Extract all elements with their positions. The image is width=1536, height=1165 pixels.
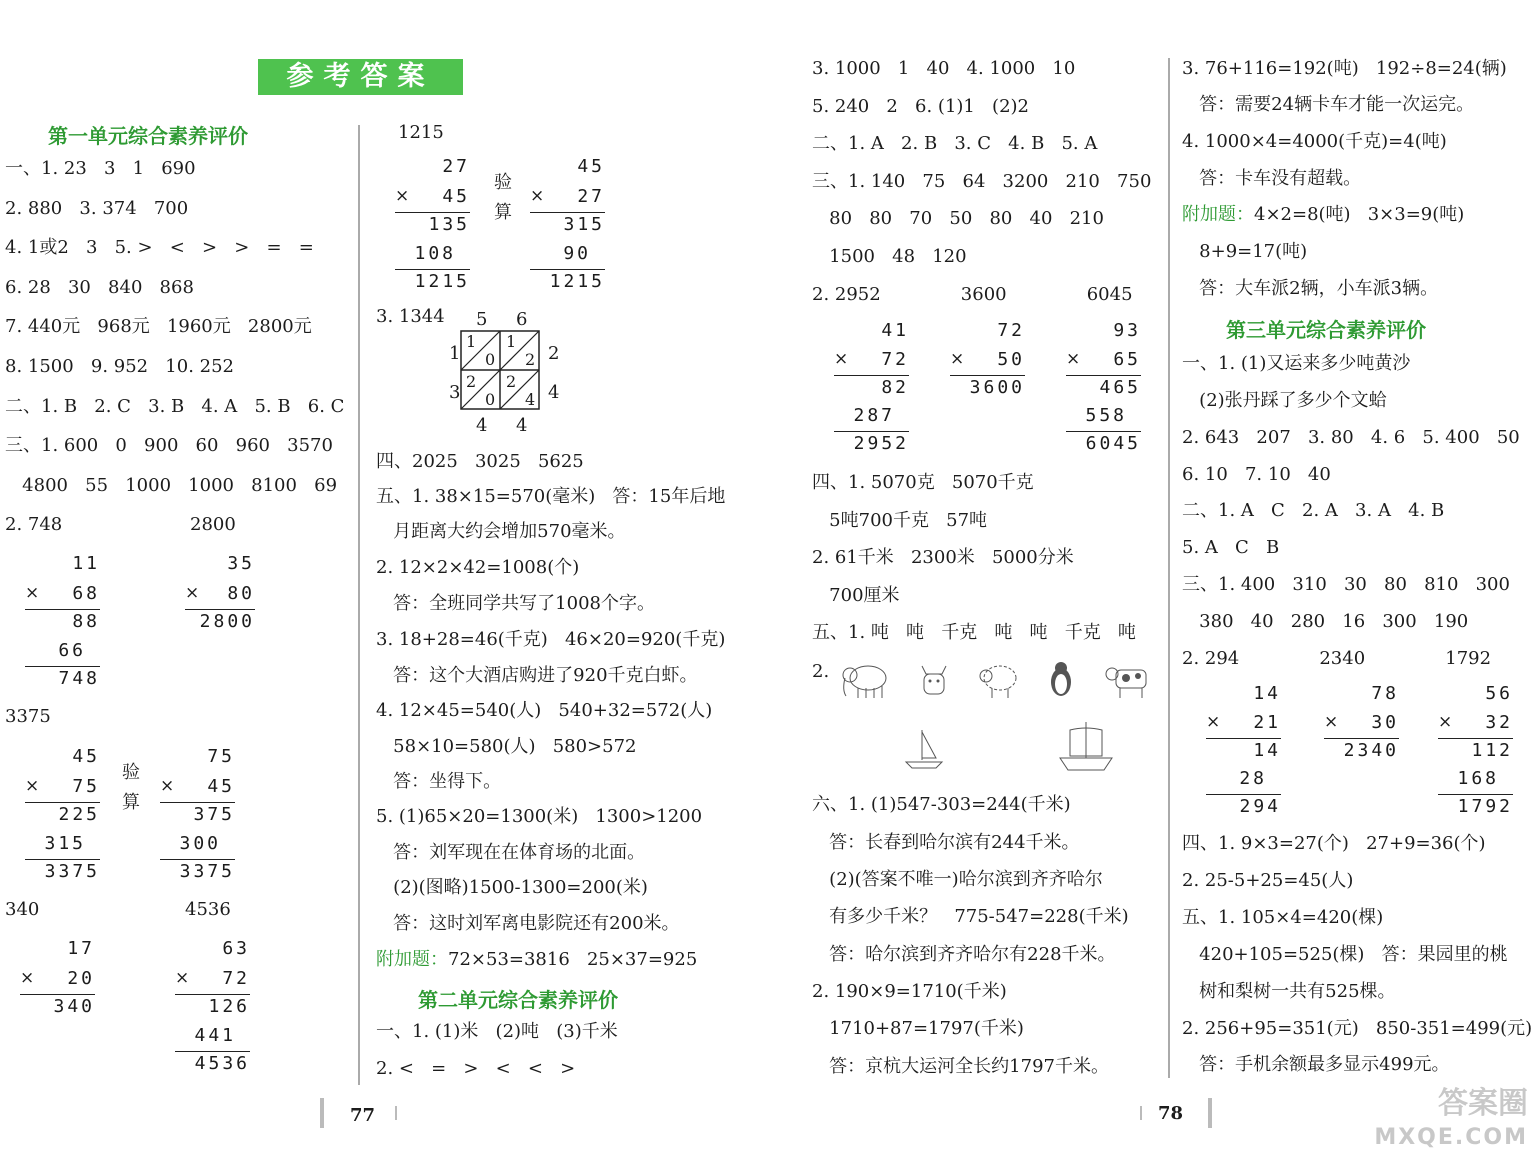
answer-line: 380 40 280 16 300 190 — [1182, 611, 1469, 632]
calc-3375: 45 × 75 225 315 3375 — [25, 746, 100, 882]
answer-line: 一、1. (1)米 (2)吨 (3)千米 — [376, 1021, 618, 1042]
calc-2952: 41 × 72 82 287 2952 — [834, 320, 909, 454]
answer-line: 7. 440元 968元 1960元 2800元 — [5, 316, 312, 337]
answer-line: 答：手机余额最多显示499元。 — [1182, 1054, 1450, 1075]
answer-line: 3375 — [5, 706, 51, 727]
calc-294: 14 × 21 14 28 294 — [1206, 683, 1281, 817]
unit1-heading: 第一单元综合素养评价 — [48, 124, 248, 148]
answer-line: 一、1. (1)又运来多少吨黄沙 — [1182, 353, 1411, 374]
page-bar — [1140, 1106, 1142, 1120]
main-title: 参考答案 — [258, 59, 463, 95]
right-page — [768, 0, 1536, 1165]
answer-value: 1215 — [398, 122, 444, 143]
calc-2800: 35 × 80 2800 — [185, 553, 255, 632]
sheep-icon — [976, 660, 1022, 700]
answer-line: 3. 1344 — [376, 306, 445, 327]
elephant-icon — [840, 660, 890, 700]
page-bar — [1208, 1098, 1212, 1128]
answer-line: 2. 12×2×42=1008(个) — [376, 557, 580, 578]
answer-line: 2. 25-5+25=45(人) — [1182, 870, 1354, 891]
answer-line: 3. 18+28=46(千克) 46×20=920(千克) — [376, 629, 726, 650]
unit2-heading: 第二单元综合素养评价 — [418, 988, 618, 1012]
answer-line: 8+9=17(吨) — [1182, 241, 1308, 262]
answer-line: 答：坐得下。 — [376, 771, 502, 792]
penguin-icon — [1044, 660, 1078, 700]
answer-line: 700厘米 — [812, 585, 900, 606]
answer-line: 3. 1000 1 40 4. 1000 10 — [812, 58, 1076, 79]
column-divider — [358, 125, 360, 1085]
answer-line: 答：长春到哈尔滨有244千米。 — [812, 832, 1080, 853]
answer-line: 5. (1)65×20=1300(米) 1300>1200 — [376, 806, 703, 827]
answer-line: 4800 55 1000 1000 8100 69 — [5, 475, 338, 496]
column-divider — [1168, 58, 1170, 1078]
sailboat-icon — [902, 726, 946, 772]
answer-line: 3. 76+116=192(吨) 192÷8=24(辆) — [1182, 58, 1507, 79]
answer-line: 答：哈尔滨到齐齐哈尔有228千米。 — [812, 944, 1116, 965]
answer-line: 有多少千米？ 775-547=228(千米) — [812, 906, 1129, 927]
calc-1215: 27 × 45 135 108 1215 — [395, 156, 470, 292]
page-number: 78 — [1158, 1103, 1184, 1124]
answer-line: 4. 1000×4=4000(千克)=4(吨) — [1182, 131, 1447, 152]
answer-line: 2. 643 207 3. 80 4. 6 5. 400 50 — [1182, 427, 1520, 448]
page-number: 77 — [350, 1105, 376, 1126]
answer-line: 6. 28 30 840 868 — [5, 277, 194, 298]
answer-line: 答：刘军现在在体育场的北面。 — [376, 842, 646, 863]
check-label: 验算 — [122, 762, 140, 813]
answer-line: 58×10=580(人) 580>572 — [376, 736, 637, 757]
answer-line: 2. 294 2340 1792 — [1182, 648, 1492, 669]
answer-line: 六、1. (1)547-303=244(千米) — [812, 794, 1071, 815]
answer-line: (2)(答案不唯一)哈尔滨到齐齐哈尔 — [812, 869, 1103, 890]
answer-line: 4. 1或2 3 5. > < > > = = — [5, 237, 314, 258]
calc-2340: 78 × 30 2340 — [1324, 683, 1399, 761]
answer-line: 420+105=525(棵) 答：果园里的桃 — [1182, 944, 1508, 965]
calc-3600: 72 × 50 3600 — [950, 320, 1025, 398]
answer-line: 五、1. 105×4=420(棵) — [1182, 907, 1384, 928]
calc-3375-check: 75 × 45 375 300 3375 — [160, 746, 235, 882]
cat-icon — [916, 660, 952, 700]
answer-line: 80 80 70 50 80 40 210 — [812, 208, 1104, 229]
bonus-line: 附加题：4×2=8(吨) 3×3=9(吨) — [1182, 204, 1465, 225]
answer-line: 5. 240 2 6. (1)1 (2)2 — [812, 96, 1029, 117]
answer-line: 340 — [5, 899, 40, 920]
answer-line: 1710+87=1797(千米) — [812, 1018, 1024, 1039]
answer-line: 四、2025 3025 5625 — [376, 451, 584, 472]
answer-value: 2800 — [190, 514, 236, 535]
calc-748: 11 × 68 88 66 748 — [25, 553, 100, 689]
answer-line: 答：这时刘军离电影院还有200米。 — [376, 913, 680, 934]
check-label: 验算 — [494, 172, 512, 223]
answer-line: 答：大车派2辆，小车派3辆。 — [1182, 278, 1439, 299]
answer-line: 2. 2952 3600 6045 — [812, 284, 1133, 305]
answer-line: 答：全班同学共写了1008个字。 — [376, 593, 655, 614]
answer-line: 二、1. A 2. B 3. C 4. B 5. A — [812, 133, 1098, 154]
answer-line: 答：京杭大运河全长约1797千米。 — [812, 1056, 1109, 1077]
answer-line: 8. 1500 9. 952 10. 252 — [5, 356, 234, 377]
ship-icon — [1056, 718, 1116, 774]
answer-line: 2. 256+95=351(元) 850-351=499(元) — [1182, 1018, 1533, 1039]
left-page: 参考答案 第一单元综合素养评价 一、1. 23 3 1 690 2. 880 3. 374 700 4. 1或2 3 5. > < > > = = 6. 28 30 840 868 7. 440元 968元 1960元 2800元 8. 1500 9. 952 10. 252 二、1. B 2. C 3. B 4. A 5. B 6. C 三、1. 600 0 900 60 960 3570 4800 55 1000 1000 8100 69 2. 748 3375 340 2800 4536 11 × 68 88 66 748 35 × 80 2800 45 × 75 225 315 3375 验算 75 × 45 375 300 3375 17 × 20 340 63 × 72 126 441 4536 1215 27 × 45 135 108 1215 验算 45 × 27 315 90 1215 3. 1344 5 6 2 4 1 3 4 4 1 0 1 2 2 0 2 4 四、2025 3025 5625 五、1. 38×15=570(毫米) 答：15年后地 月距离大约会增加570毫米。 2. 12×2×42=1008(个) 答：全班同学共写了1008个字。 3. 18+28=46(千克) 46×20=920(千克) 答：这个大酒店购进了920千克白虾。 4. 12×45=540(人) 540+32=572(人) 58×10=580(人) 580>572 答：坐得下。 5. (1)65×20=1300(米) 1300>1200 答：刘军现在在体育场的北面。 (2)(图略)1500-1300=200(米) 答：这时刘军离电影院还有200米。 附加题：72×53=3816 25×37=925 第二单元综合素养评价 一、1. (1)米 (2)吨 (3)千米 2. < = > < < > 77 — [5, 61, 726, 1126]
answer-line: 一、1. 23 3 1 690 — [5, 158, 196, 179]
answer-line: 5. A C B — [1182, 537, 1280, 558]
answer-line: 2. 880 3. 374 700 — [5, 198, 189, 219]
bonus-line: 附加题：72×53=3816 25×37=925 — [376, 949, 698, 970]
answer-line: 答：需要24辆卡车才能一次运完。 — [1182, 94, 1475, 115]
calc-1215-check: 45 × 27 315 90 1215 — [530, 156, 605, 292]
page-bar — [320, 1098, 324, 1128]
calc-4536: 63 × 72 126 441 4536 — [175, 938, 250, 1074]
answer-line: 二、1. A C 2. A 3. A 4. B — [1182, 500, 1445, 521]
answer-line: 五、1. 38×15=570(毫米) 答：15年后地 — [376, 486, 726, 507]
answer-line: (2)张丹踩了多少个文蛤 — [1182, 390, 1387, 411]
answer-line: 1500 48 120 — [812, 246, 967, 267]
answer-line: 4. 12×45=540(人) 540+32=572(人) — [376, 700, 713, 721]
answer-line: (2)(图略)1500-1300=200(米) — [376, 877, 648, 898]
answer-line: 四、1. 9×3=27(个) 27+9=36(个) — [1182, 833, 1486, 854]
cow-icon — [1104, 660, 1152, 700]
answer-line: 答：卡车没有超载。 — [1182, 168, 1362, 189]
answer-line: 6. 10 7. 10 40 — [1182, 464, 1331, 485]
answer-line: 2. 748 — [5, 514, 63, 535]
answer-line: 5吨700千克 57吨 — [812, 510, 988, 531]
watermark: 答案圈 MXQE.COM — [1374, 1086, 1528, 1150]
answer-line: 2. < = > < < > — [376, 1058, 576, 1079]
answer-line: 2. — [812, 661, 830, 682]
answer-line: 树和梨树一共有525棵。 — [1182, 981, 1396, 1002]
answer-line: 月距离大约会增加570毫米。 — [376, 521, 626, 542]
answer-line: 五、1. 吨 吨 千克 吨 吨 千克 吨 — [812, 622, 1136, 643]
answer-line: 2. 61千米 2300米 5000分米 — [812, 547, 1074, 568]
unit3-heading: 第三单元综合素养评价 — [1226, 318, 1426, 342]
answer-line: 三、1. 600 0 900 60 960 3570 — [5, 435, 333, 456]
answer-line: 答：这个大酒店购进了920千克白虾。 — [376, 665, 698, 686]
calc-6045: 93 × 65 465 558 6045 — [1066, 320, 1141, 454]
answer-line: 三、1. 140 75 64 3200 210 750 — [812, 171, 1152, 192]
answer-line: 四、1. 5070克 5070千克 — [812, 472, 1034, 493]
answer-value: 4536 — [185, 899, 231, 920]
calc-1792: 56 × 32 112 168 1792 — [1438, 683, 1513, 817]
answer-line: 二、1. B 2. C 3. B 4. A 5. B 6. C — [5, 396, 345, 417]
answer-line: 三、1. 400 310 30 80 810 300 — [1182, 574, 1510, 595]
answer-line: 2. 190×9=1710(千米) — [812, 981, 1007, 1002]
calc-340: 17 × 20 340 — [20, 938, 95, 1017]
page-bar — [395, 1106, 397, 1120]
